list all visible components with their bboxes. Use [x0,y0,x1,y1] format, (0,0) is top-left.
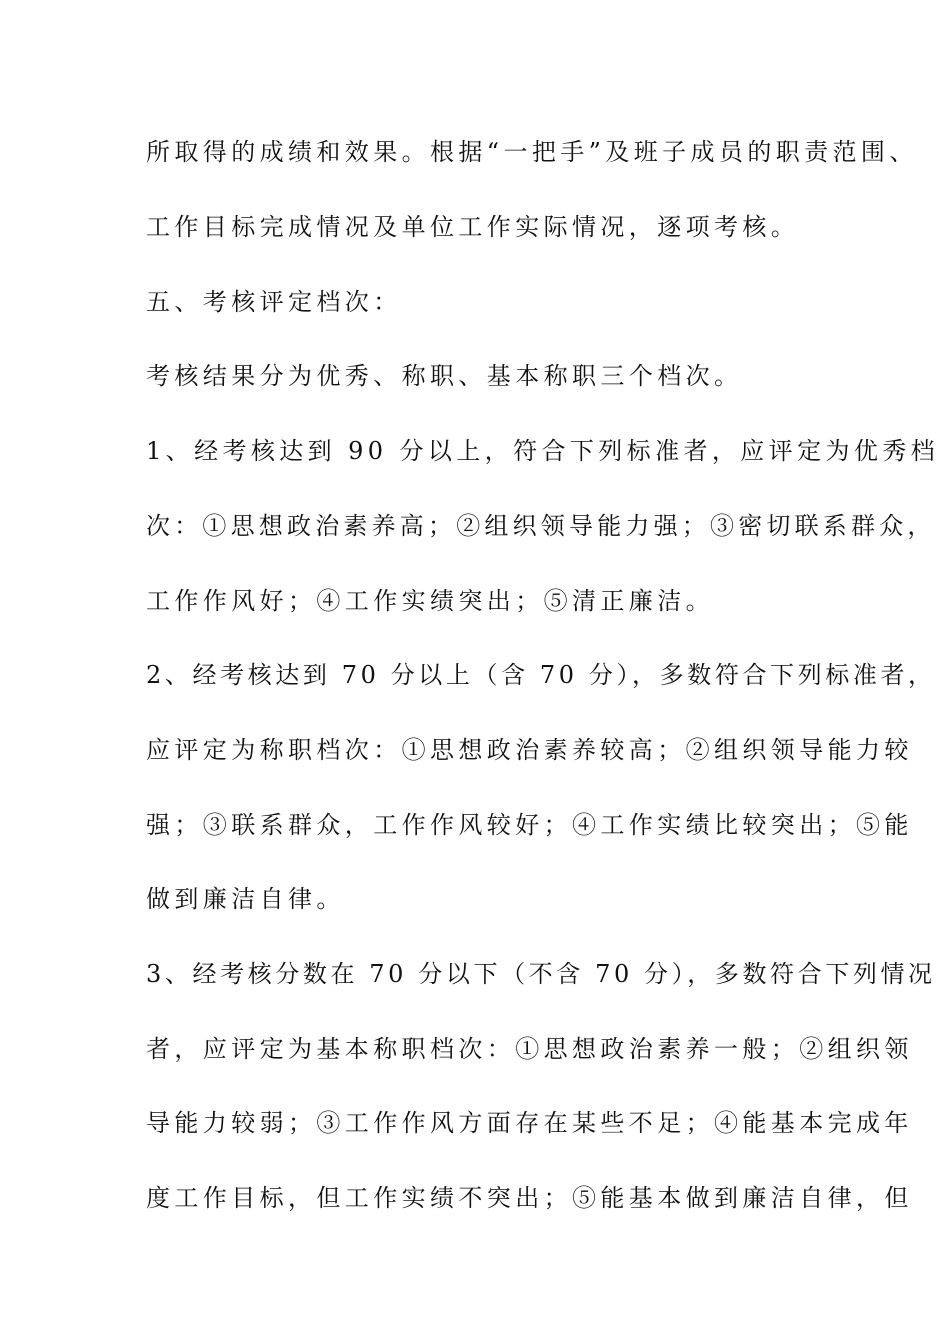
text-line: 强；③联系群众，工作作风较好；④工作实绩比较突出；⑤能 [146,811,913,839]
text-line: 导能力较弱；③工作作风方面存在某些不足；④能基本完成年 [146,1109,913,1137]
text-line: 考核结果分为优秀、称职、基本称职三个档次。 [146,362,743,390]
text-line: 次：①思想政治素养高；②组织领导能力强；③密切联系群众， [146,512,936,540]
section-heading: 五、考核评定档次： [146,288,402,316]
text-line: 应评定为称职档次：①思想政治素养较高；②组织领导能力较 [146,736,913,764]
text-line: 做到廉洁自律。 [146,885,345,913]
text-line: 1、经考核达到 90 分以上，符合下列标准者，应评定为优秀档 [146,437,940,465]
text-line: 2、经考核达到 70 分以上（含 70 分），多数符合下列标准者， [146,661,936,689]
text-line: 工作目标完成情况及单位工作实际情况，逐项考核。 [146,213,800,241]
text-line: 者，应评定为基本称职档次：①思想政治素养一般；②组织领 [146,1035,913,1063]
text-line: 度工作目标，但工作实绩不突出；⑤能基本做到廉洁自律，但 [146,1184,913,1212]
text-line: 3、经考核分数在 70 分以下（不含 70 分），多数符合下列情况 [146,960,936,988]
text-line: 所取得的成绩和效果。根据“一把手”及班子成员的职责范围、 [146,138,918,166]
text-line: 工作作风好；④工作实绩突出；⑤清正廉洁。 [146,587,714,615]
